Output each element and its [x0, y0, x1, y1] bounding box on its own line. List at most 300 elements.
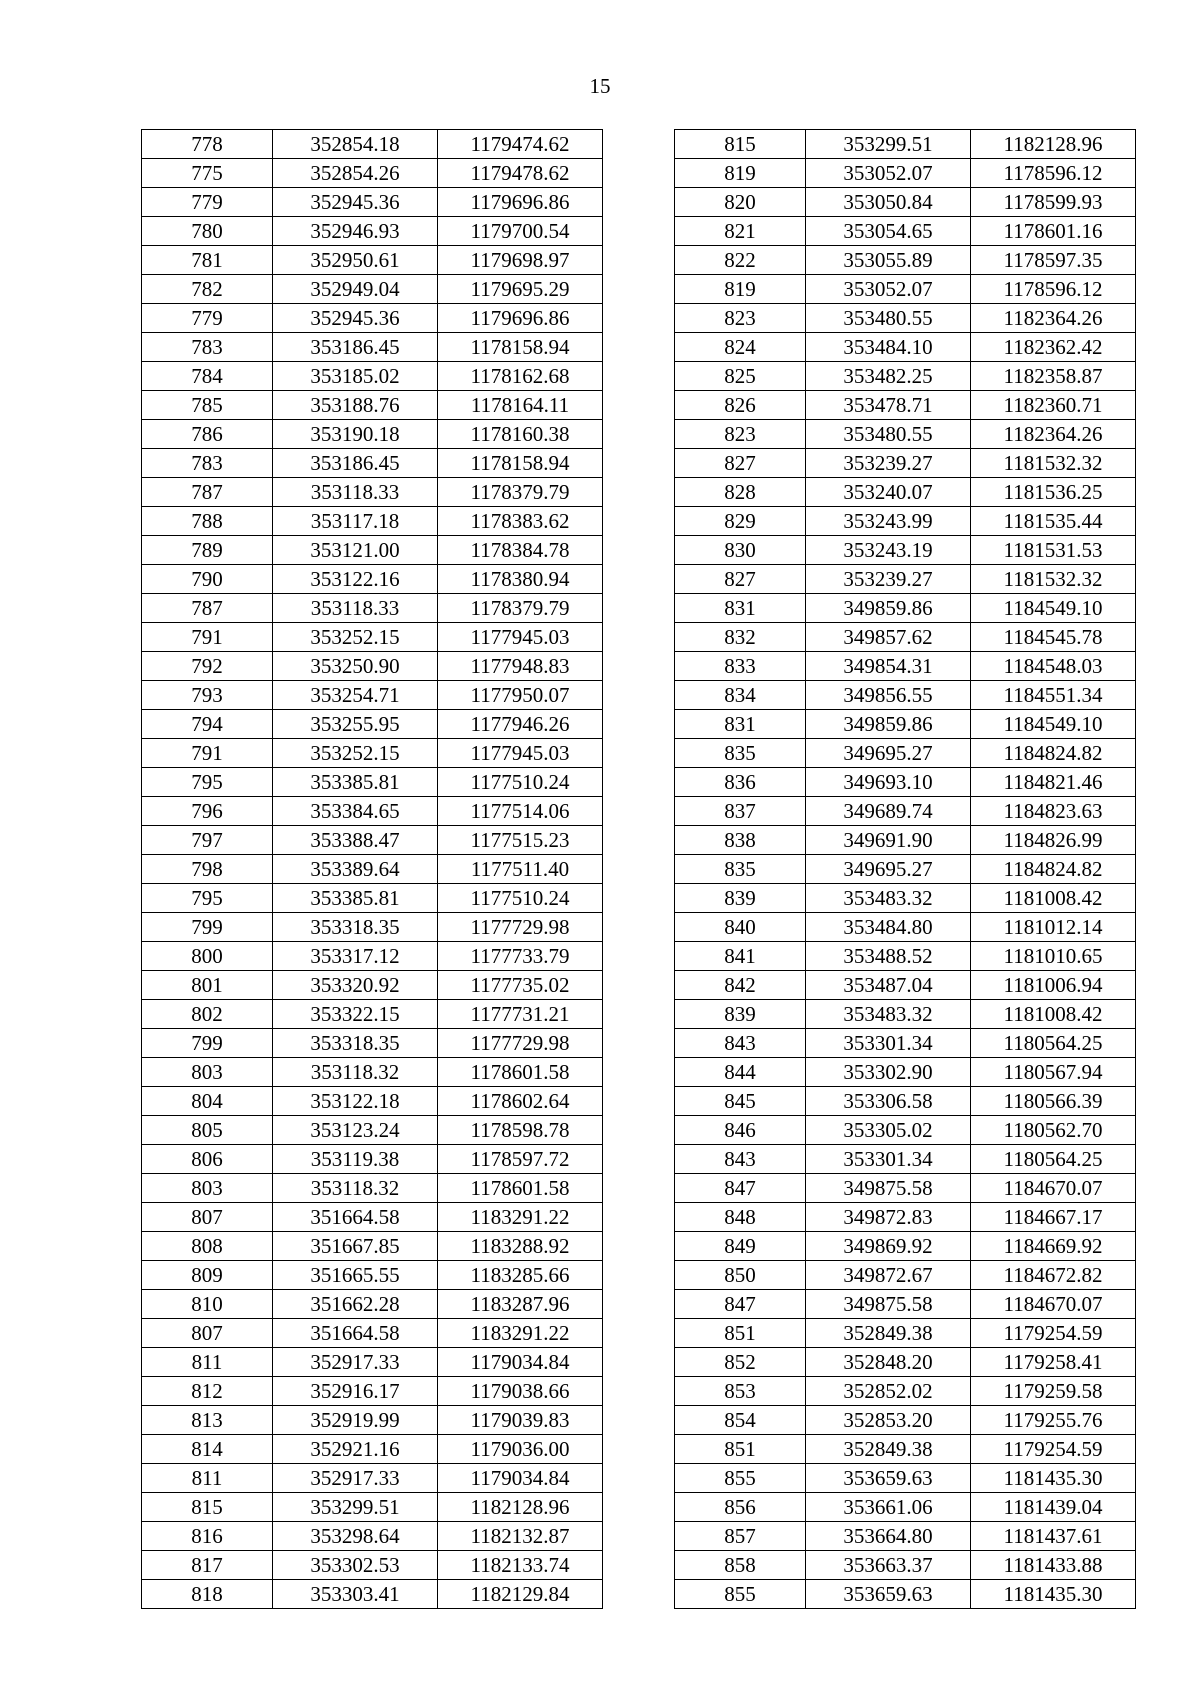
y-coordinate-cell: 1181008.42 — [971, 884, 1136, 913]
coordinates-table-left — [141, 129, 603, 1609]
x-coordinate-cell: 351664.58 — [273, 1203, 438, 1232]
y-coordinate-cell: 1178602.64 — [438, 1087, 603, 1116]
x-coordinate-cell: 353484.80 — [806, 913, 971, 942]
x-coordinate-cell: 349689.74 — [806, 797, 971, 826]
point-number-cell: 791 — [142, 623, 273, 652]
table-row — [142, 304, 603, 333]
table-row — [142, 536, 603, 565]
x-coordinate-cell: 353659.63 — [806, 1464, 971, 1493]
y-coordinate-cell: 1184548.03 — [971, 652, 1136, 681]
x-coordinate-cell: 352946.93 — [273, 217, 438, 246]
table-row — [142, 1232, 603, 1261]
table-row — [142, 768, 603, 797]
point-number-cell: 786 — [142, 420, 273, 449]
table-row — [142, 246, 603, 275]
point-number-cell: 827 — [675, 565, 806, 594]
point-number-cell: 792 — [142, 652, 273, 681]
x-coordinate-cell: 353239.27 — [806, 565, 971, 594]
table-row — [142, 391, 603, 420]
table-row — [142, 1058, 603, 1087]
x-coordinate-cell: 353661.06 — [806, 1493, 971, 1522]
x-coordinate-cell: 353303.41 — [273, 1580, 438, 1609]
y-coordinate-cell: 1178158.94 — [438, 449, 603, 478]
y-coordinate-cell: 1181008.42 — [971, 1000, 1136, 1029]
table-row — [142, 1174, 603, 1203]
x-coordinate-cell: 353186.45 — [273, 449, 438, 478]
table-row — [142, 710, 603, 739]
y-coordinate-cell: 1181012.14 — [971, 913, 1136, 942]
x-coordinate-cell: 353121.00 — [273, 536, 438, 565]
table-row — [142, 1464, 603, 1493]
x-coordinate-cell: 353384.65 — [273, 797, 438, 826]
table-row — [142, 1087, 603, 1116]
table-row — [675, 797, 1136, 826]
y-coordinate-cell: 1178383.62 — [438, 507, 603, 536]
table-row — [142, 681, 603, 710]
y-coordinate-cell: 1179036.00 — [438, 1435, 603, 1464]
point-number-cell: 856 — [675, 1493, 806, 1522]
y-coordinate-cell: 1184672.82 — [971, 1261, 1136, 1290]
x-coordinate-cell: 353298.64 — [273, 1522, 438, 1551]
table-row — [142, 1029, 603, 1058]
y-coordinate-cell: 1182128.96 — [971, 130, 1136, 159]
point-number-cell: 815 — [142, 1493, 273, 1522]
x-coordinate-cell: 352853.20 — [806, 1406, 971, 1435]
table-row — [675, 1580, 1136, 1609]
table-row — [675, 1406, 1136, 1435]
x-coordinate-cell: 353305.02 — [806, 1116, 971, 1145]
table-row — [675, 449, 1136, 478]
x-coordinate-cell: 353483.32 — [806, 884, 971, 913]
y-coordinate-cell: 1179039.83 — [438, 1406, 603, 1435]
x-coordinate-cell: 353302.90 — [806, 1058, 971, 1087]
point-number-cell: 855 — [675, 1580, 806, 1609]
y-coordinate-cell: 1178384.78 — [438, 536, 603, 565]
table-row — [142, 362, 603, 391]
x-coordinate-cell: 353482.25 — [806, 362, 971, 391]
y-coordinate-cell: 1177945.03 — [438, 623, 603, 652]
table-row — [675, 507, 1136, 536]
y-coordinate-cell: 1181535.44 — [971, 507, 1136, 536]
x-coordinate-cell: 352917.33 — [273, 1348, 438, 1377]
table-row — [675, 884, 1136, 913]
point-number-cell: 811 — [142, 1464, 273, 1493]
point-number-cell: 783 — [142, 449, 273, 478]
point-number-cell: 824 — [675, 333, 806, 362]
point-number-cell: 831 — [675, 594, 806, 623]
x-coordinate-cell: 353318.35 — [273, 1029, 438, 1058]
y-coordinate-cell: 1180567.94 — [971, 1058, 1136, 1087]
y-coordinate-cell: 1179034.84 — [438, 1348, 603, 1377]
y-coordinate-cell: 1179695.29 — [438, 275, 603, 304]
x-coordinate-cell: 349854.31 — [806, 652, 971, 681]
table-row — [675, 1058, 1136, 1087]
y-coordinate-cell: 1178601.16 — [971, 217, 1136, 246]
table-row — [142, 739, 603, 768]
y-coordinate-cell: 1178599.93 — [971, 188, 1136, 217]
y-coordinate-cell: 1184549.10 — [971, 710, 1136, 739]
table-row — [142, 1551, 603, 1580]
table-row — [142, 826, 603, 855]
x-coordinate-cell: 353302.53 — [273, 1551, 438, 1580]
point-number-cell: 843 — [675, 1145, 806, 1174]
y-coordinate-cell: 1179259.58 — [971, 1377, 1136, 1406]
table-row — [142, 623, 603, 652]
x-coordinate-cell: 353322.15 — [273, 1000, 438, 1029]
table-row — [675, 1319, 1136, 1348]
x-coordinate-cell: 353488.52 — [806, 942, 971, 971]
table-row — [142, 1290, 603, 1319]
table-row — [675, 710, 1136, 739]
y-coordinate-cell: 1177514.06 — [438, 797, 603, 826]
x-coordinate-cell: 353480.55 — [806, 420, 971, 449]
x-coordinate-cell: 353117.18 — [273, 507, 438, 536]
point-number-cell: 807 — [142, 1319, 273, 1348]
y-coordinate-cell: 1178160.38 — [438, 420, 603, 449]
point-number-cell: 835 — [675, 739, 806, 768]
x-coordinate-cell: 353254.71 — [273, 681, 438, 710]
point-number-cell: 841 — [675, 942, 806, 971]
y-coordinate-cell: 1184821.46 — [971, 768, 1136, 797]
point-number-cell: 847 — [675, 1174, 806, 1203]
point-number-cell: 790 — [142, 565, 273, 594]
table-row — [675, 1377, 1136, 1406]
x-coordinate-cell: 353664.80 — [806, 1522, 971, 1551]
y-coordinate-cell: 1181433.88 — [971, 1551, 1136, 1580]
x-coordinate-cell: 349859.86 — [806, 710, 971, 739]
x-coordinate-cell: 353122.18 — [273, 1087, 438, 1116]
x-coordinate-cell: 352945.36 — [273, 188, 438, 217]
x-coordinate-cell: 353243.19 — [806, 536, 971, 565]
table-row — [675, 1493, 1136, 1522]
table-row — [142, 855, 603, 884]
y-coordinate-cell: 1177945.03 — [438, 739, 603, 768]
y-coordinate-cell: 1178164.11 — [438, 391, 603, 420]
point-number-cell: 794 — [142, 710, 273, 739]
x-coordinate-cell: 353118.32 — [273, 1174, 438, 1203]
y-coordinate-cell: 1179038.66 — [438, 1377, 603, 1406]
table-row — [675, 1232, 1136, 1261]
x-coordinate-cell: 353483.32 — [806, 1000, 971, 1029]
x-coordinate-cell: 353389.64 — [273, 855, 438, 884]
x-coordinate-cell: 352919.99 — [273, 1406, 438, 1435]
y-coordinate-cell: 1178596.12 — [971, 275, 1136, 304]
table-row — [142, 420, 603, 449]
x-coordinate-cell: 353239.27 — [806, 449, 971, 478]
point-number-cell: 808 — [142, 1232, 273, 1261]
point-number-cell: 833 — [675, 652, 806, 681]
y-coordinate-cell: 1177733.79 — [438, 942, 603, 971]
point-number-cell: 839 — [675, 1000, 806, 1029]
y-coordinate-cell: 1177731.21 — [438, 1000, 603, 1029]
table-row — [142, 1203, 603, 1232]
table-row — [142, 188, 603, 217]
y-coordinate-cell: 1181437.61 — [971, 1522, 1136, 1551]
point-number-cell: 782 — [142, 275, 273, 304]
table-row — [142, 478, 603, 507]
table-row — [675, 1464, 1136, 1493]
table-row — [675, 188, 1136, 217]
y-coordinate-cell: 1180564.25 — [971, 1145, 1136, 1174]
point-number-cell: 784 — [142, 362, 273, 391]
x-coordinate-cell: 353250.90 — [273, 652, 438, 681]
table-row — [142, 217, 603, 246]
y-coordinate-cell: 1179700.54 — [438, 217, 603, 246]
table-row — [675, 130, 1136, 159]
y-coordinate-cell: 1179258.41 — [971, 1348, 1136, 1377]
point-number-cell: 810 — [142, 1290, 273, 1319]
x-coordinate-cell: 353318.35 — [273, 913, 438, 942]
x-coordinate-cell: 353052.07 — [806, 275, 971, 304]
x-coordinate-cell: 349859.86 — [806, 594, 971, 623]
point-number-cell: 851 — [675, 1435, 806, 1464]
x-coordinate-cell: 349869.92 — [806, 1232, 971, 1261]
table-row — [142, 507, 603, 536]
x-coordinate-cell: 351667.85 — [273, 1232, 438, 1261]
y-coordinate-cell: 1179698.97 — [438, 246, 603, 275]
x-coordinate-cell: 349691.90 — [806, 826, 971, 855]
table-row — [142, 1145, 603, 1174]
y-coordinate-cell: 1182364.26 — [971, 420, 1136, 449]
y-coordinate-cell: 1177515.23 — [438, 826, 603, 855]
y-coordinate-cell: 1183291.22 — [438, 1319, 603, 1348]
point-number-cell: 848 — [675, 1203, 806, 1232]
point-number-cell: 779 — [142, 304, 273, 333]
point-number-cell: 844 — [675, 1058, 806, 1087]
table-row — [675, 275, 1136, 304]
x-coordinate-cell: 353320.92 — [273, 971, 438, 1000]
table-row — [675, 304, 1136, 333]
x-coordinate-cell: 353118.32 — [273, 1058, 438, 1087]
x-coordinate-cell: 352921.16 — [273, 1435, 438, 1464]
point-number-cell: 858 — [675, 1551, 806, 1580]
table-row — [142, 1319, 603, 1348]
y-coordinate-cell: 1182360.71 — [971, 391, 1136, 420]
y-coordinate-cell: 1182364.26 — [971, 304, 1136, 333]
y-coordinate-cell: 1179474.62 — [438, 130, 603, 159]
x-coordinate-cell: 352945.36 — [273, 304, 438, 333]
table-row — [142, 1116, 603, 1145]
y-coordinate-cell: 1181435.30 — [971, 1464, 1136, 1493]
x-coordinate-cell: 353052.07 — [806, 159, 971, 188]
y-coordinate-cell: 1183285.66 — [438, 1261, 603, 1290]
y-coordinate-cell: 1181531.53 — [971, 536, 1136, 565]
x-coordinate-cell: 353240.07 — [806, 478, 971, 507]
x-coordinate-cell: 352916.17 — [273, 1377, 438, 1406]
point-number-cell: 845 — [675, 1087, 806, 1116]
y-coordinate-cell: 1180564.25 — [971, 1029, 1136, 1058]
point-number-cell: 795 — [142, 884, 273, 913]
point-number-cell: 817 — [142, 1551, 273, 1580]
point-number-cell: 781 — [142, 246, 273, 275]
point-number-cell: 823 — [675, 420, 806, 449]
y-coordinate-cell: 1180562.70 — [971, 1116, 1136, 1145]
table-row — [675, 246, 1136, 275]
x-coordinate-cell: 349693.10 — [806, 768, 971, 797]
y-coordinate-cell: 1184669.92 — [971, 1232, 1136, 1261]
table-row — [675, 1551, 1136, 1580]
x-coordinate-cell: 353306.58 — [806, 1087, 971, 1116]
table-row — [675, 1203, 1136, 1232]
table-row — [142, 130, 603, 159]
y-coordinate-cell: 1181439.04 — [971, 1493, 1136, 1522]
point-number-cell: 853 — [675, 1377, 806, 1406]
y-coordinate-cell: 1178598.78 — [438, 1116, 603, 1145]
point-number-cell: 815 — [675, 130, 806, 159]
point-number-cell: 778 — [142, 130, 273, 159]
point-number-cell: 788 — [142, 507, 273, 536]
x-coordinate-cell: 353188.76 — [273, 391, 438, 420]
x-coordinate-cell: 353119.38 — [273, 1145, 438, 1174]
point-number-cell: 814 — [142, 1435, 273, 1464]
y-coordinate-cell: 1182362.42 — [971, 333, 1136, 362]
x-coordinate-cell: 352950.61 — [273, 246, 438, 275]
y-coordinate-cell: 1181532.32 — [971, 565, 1136, 594]
y-coordinate-cell: 1179478.62 — [438, 159, 603, 188]
table-row — [675, 159, 1136, 188]
point-number-cell: 852 — [675, 1348, 806, 1377]
x-coordinate-cell: 353252.15 — [273, 623, 438, 652]
point-number-cell: 813 — [142, 1406, 273, 1435]
y-coordinate-cell: 1178597.35 — [971, 246, 1136, 275]
y-coordinate-cell: 1181435.30 — [971, 1580, 1136, 1609]
y-coordinate-cell: 1178597.72 — [438, 1145, 603, 1174]
x-coordinate-cell: 352917.33 — [273, 1464, 438, 1493]
x-coordinate-cell: 353301.34 — [806, 1029, 971, 1058]
y-coordinate-cell: 1184824.82 — [971, 739, 1136, 768]
table-row — [142, 1377, 603, 1406]
x-coordinate-cell: 353255.95 — [273, 710, 438, 739]
x-coordinate-cell: 353487.04 — [806, 971, 971, 1000]
y-coordinate-cell: 1178158.94 — [438, 333, 603, 362]
point-number-cell: 789 — [142, 536, 273, 565]
x-coordinate-cell: 353299.51 — [273, 1493, 438, 1522]
table-row — [675, 1435, 1136, 1464]
point-number-cell: 832 — [675, 623, 806, 652]
point-number-cell: 801 — [142, 971, 273, 1000]
point-number-cell: 825 — [675, 362, 806, 391]
table-row — [675, 739, 1136, 768]
x-coordinate-cell: 349695.27 — [806, 739, 971, 768]
point-number-cell: 811 — [142, 1348, 273, 1377]
point-number-cell: 802 — [142, 1000, 273, 1029]
x-coordinate-cell: 351662.28 — [273, 1290, 438, 1319]
y-coordinate-cell: 1177946.26 — [438, 710, 603, 739]
table-row — [142, 797, 603, 826]
table-row — [675, 478, 1136, 507]
point-number-cell: 819 — [675, 275, 806, 304]
table-row — [675, 217, 1136, 246]
y-coordinate-cell: 1179255.76 — [971, 1406, 1136, 1435]
point-number-cell: 835 — [675, 855, 806, 884]
point-number-cell: 836 — [675, 768, 806, 797]
point-number-cell: 843 — [675, 1029, 806, 1058]
x-coordinate-cell: 349857.62 — [806, 623, 971, 652]
table-row — [142, 1261, 603, 1290]
y-coordinate-cell: 1183288.92 — [438, 1232, 603, 1261]
point-number-cell: 823 — [675, 304, 806, 333]
y-coordinate-cell: 1184670.07 — [971, 1174, 1136, 1203]
table-row — [142, 884, 603, 913]
y-coordinate-cell: 1184549.10 — [971, 594, 1136, 623]
x-coordinate-cell: 353301.34 — [806, 1145, 971, 1174]
x-coordinate-cell: 353122.16 — [273, 565, 438, 594]
point-number-cell: 787 — [142, 594, 273, 623]
y-coordinate-cell: 1184551.34 — [971, 681, 1136, 710]
table-row — [142, 913, 603, 942]
x-coordinate-cell: 353663.37 — [806, 1551, 971, 1580]
table-row — [675, 1145, 1136, 1174]
point-number-cell: 827 — [675, 449, 806, 478]
table-row — [142, 594, 603, 623]
y-coordinate-cell: 1182129.84 — [438, 1580, 603, 1609]
y-coordinate-cell: 1178379.79 — [438, 594, 603, 623]
point-number-cell: 834 — [675, 681, 806, 710]
table-row — [142, 1348, 603, 1377]
point-number-cell: 846 — [675, 1116, 806, 1145]
table-row — [142, 1493, 603, 1522]
x-coordinate-cell: 353385.81 — [273, 768, 438, 797]
y-coordinate-cell: 1179254.59 — [971, 1319, 1136, 1348]
y-coordinate-cell: 1183287.96 — [438, 1290, 603, 1319]
point-number-cell: 785 — [142, 391, 273, 420]
point-number-cell: 809 — [142, 1261, 273, 1290]
table-row — [142, 333, 603, 362]
point-number-cell: 857 — [675, 1522, 806, 1551]
table-row — [675, 1116, 1136, 1145]
point-number-cell: 791 — [142, 739, 273, 768]
table-row — [142, 1406, 603, 1435]
y-coordinate-cell: 1183291.22 — [438, 1203, 603, 1232]
y-coordinate-cell: 1177948.83 — [438, 652, 603, 681]
x-coordinate-cell: 353317.12 — [273, 942, 438, 971]
point-number-cell: 795 — [142, 768, 273, 797]
table-row — [675, 1261, 1136, 1290]
point-number-cell: 805 — [142, 1116, 273, 1145]
point-number-cell: 820 — [675, 188, 806, 217]
point-number-cell: 780 — [142, 217, 273, 246]
y-coordinate-cell: 1178596.12 — [971, 159, 1136, 188]
point-number-cell: 779 — [142, 188, 273, 217]
point-number-cell: 807 — [142, 1203, 273, 1232]
table-row — [675, 913, 1136, 942]
table-row — [675, 855, 1136, 884]
y-coordinate-cell: 1177735.02 — [438, 971, 603, 1000]
point-number-cell: 800 — [142, 942, 273, 971]
point-number-cell: 787 — [142, 478, 273, 507]
point-number-cell: 804 — [142, 1087, 273, 1116]
point-number-cell: 812 — [142, 1377, 273, 1406]
x-coordinate-cell: 353480.55 — [806, 304, 971, 333]
point-number-cell: 854 — [675, 1406, 806, 1435]
point-number-cell: 798 — [142, 855, 273, 884]
y-coordinate-cell: 1179034.84 — [438, 1464, 603, 1493]
table-row — [675, 826, 1136, 855]
table-row — [675, 1000, 1136, 1029]
x-coordinate-cell: 353054.65 — [806, 217, 971, 246]
x-coordinate-cell: 349875.58 — [806, 1174, 971, 1203]
x-coordinate-cell: 352849.38 — [806, 1319, 971, 1348]
point-number-cell: 828 — [675, 478, 806, 507]
y-coordinate-cell: 1179696.86 — [438, 304, 603, 333]
x-coordinate-cell: 353385.81 — [273, 884, 438, 913]
x-coordinate-cell: 349875.58 — [806, 1290, 971, 1319]
y-coordinate-cell: 1181532.32 — [971, 449, 1136, 478]
point-number-cell: 799 — [142, 1029, 273, 1058]
y-coordinate-cell: 1178162.68 — [438, 362, 603, 391]
point-number-cell: 829 — [675, 507, 806, 536]
y-coordinate-cell: 1179254.59 — [971, 1435, 1136, 1464]
